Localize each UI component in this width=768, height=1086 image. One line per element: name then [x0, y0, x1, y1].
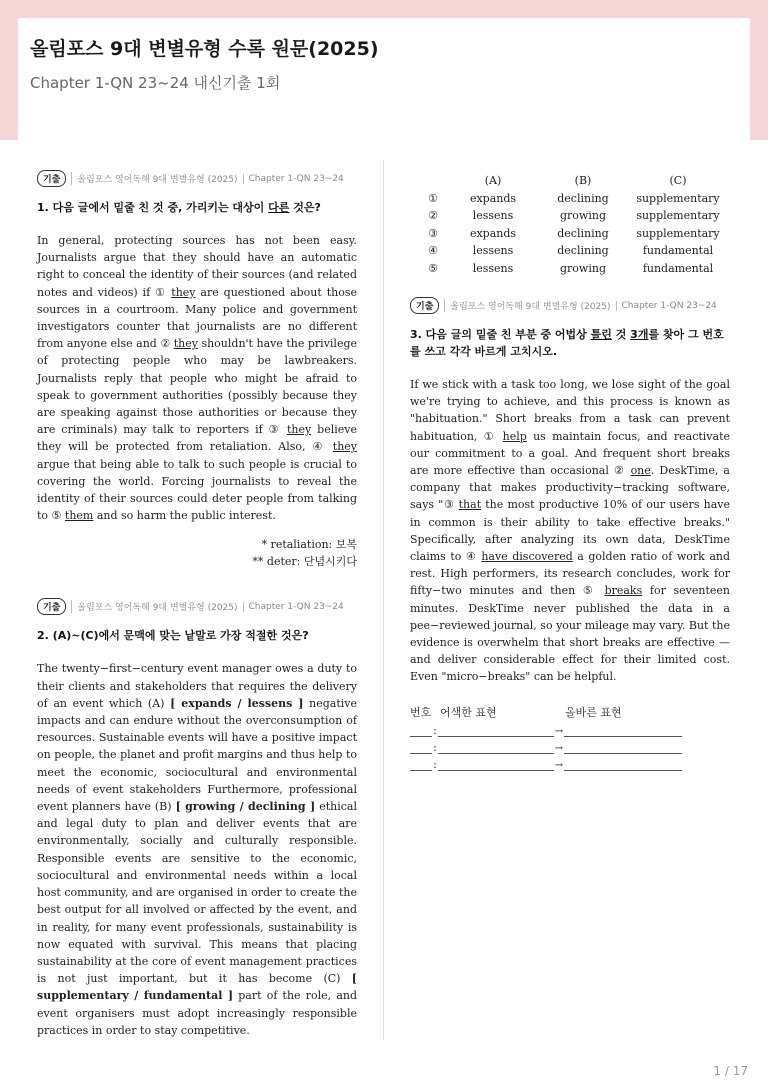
answer-header — [410, 704, 730, 720]
vocab-notes — [37, 536, 357, 570]
option-b: declining — [557, 244, 609, 258]
exam-tag: 기출 — [410, 297, 439, 314]
option-c: fundamental — [642, 244, 714, 258]
answer-row: : → — [410, 720, 730, 737]
question-1-title: 1. 다음 글에서 밑줄 친 것 중, 가리키는 대상이 다른 것은? — [37, 201, 321, 214]
exam-tag: 기출 — [37, 170, 66, 187]
options-header-row — [418, 172, 728, 190]
answer-row: : → — [410, 754, 730, 771]
answer-header-wrong: 어색한 표현 — [440, 705, 497, 719]
chapter-label: Chapter 1-QN 23~24 — [616, 301, 717, 311]
option-b: growing — [560, 209, 606, 223]
page-number: 1 / 17 — [713, 1064, 748, 1078]
document-subtitle: Chapter 1-QN 23~24 내신기출 1회 — [30, 74, 281, 92]
document-title: 올림포스 9대 변별유형 수록 원문(2025) — [30, 38, 379, 60]
option-b: declining — [557, 226, 609, 240]
answer-header-number: 번호 — [410, 705, 432, 719]
option-number: ④ — [428, 244, 438, 258]
left-column — [37, 170, 357, 1039]
option-number: ③ — [428, 226, 438, 240]
chapter-label: Chapter 1-QN 23~24 — [243, 602, 344, 612]
option-row[interactable] — [418, 242, 728, 260]
correct-expression-blank[interactable] — [564, 759, 682, 771]
note-1: * retaliation: 보복 — [261, 538, 357, 552]
exam-tag: 기출 — [37, 598, 66, 615]
option-row[interactable] — [418, 260, 728, 278]
wrong-expression-blank[interactable] — [438, 759, 554, 771]
question-2-passage: The twenty−first−century event manager owes a duty to their clients and stakeholders that requires the delivery of an event which (A) [ expands / lessens ] negative impacts and can endure without the overconsumption of resources. Sustainable events will have a positive impact on people, the planet and profit margins and thus help to meet the economic, sociocultural and environmental needs of event stakeholders Furthermore, professional event planners have (B) [ growing / declining ] ethical and legal duty to plan and deliver events that are environmentally, socially and culturally responsible. Responsible events are sensitive to the economic, sociocultural and environmental needs within a local host community, and are organised in order to create the best output for all involved or affected by the event, and in reality, for many event professionals, sustainability is now equated with survival. This means that placing sustainability at the core of event management practices is not just important, but it has become (C) [ supplementary / fundamental ] part of the role, and event organisers must adopt increasingly responsible practices in order to stay competitive. — [37, 662, 357, 1037]
option-a: lessens — [472, 244, 514, 258]
question-3-title: 3. 다음 글의 밑줄 친 부분 중 어법상 틀린 것 3개를 찾아 그 번호를 쓰고 각각 바르게 고치시오. — [410, 328, 724, 358]
chapter-label: Chapter 1-QN 23~24 — [243, 174, 344, 184]
note-2: ** deter: 단념시키다 — [252, 555, 357, 569]
option-row[interactable] — [418, 190, 728, 208]
question-2-title: 2. (A)~(C)에서 문맥에 맞는 낱말로 가장 적절한 것은? — [37, 629, 309, 643]
column-c-header: (C) — [669, 174, 687, 188]
source-label: 올림포스 영어독해 9대 변별유형 (2025) — [71, 172, 237, 185]
option-a: expands — [469, 226, 517, 240]
question-3-block — [410, 297, 730, 771]
answer-header-right: 올바른 표현 — [565, 705, 622, 719]
question-1-passage: In general, protecting sources has not been easy. Journalists argue that they should have an automatic right to conceal the identity of their sources (and related notes and videos) if ① they are questioned about those sources in a courtroom. Many police and government investigators counter that journalists are no different from anyone else and ② they shouldn't have the privilege of protecting people who may be lawbreakers. Journalists reply that people who might be afraid to speak to government authorities (possibly because they are speaking against those authorities or because they are criminals) may talk to reporters if ③ they believe they will be protected from retaliation. Also, ④ they argue that being able to talk to such people is crucial to covering the world. Forcing journalists to reveal the identity of their sources could deter people from talking to ⑤ them and so harm the public interest. — [37, 234, 358, 523]
number-blank[interactable] — [410, 725, 432, 737]
correct-expression-blank[interactable] — [564, 742, 682, 754]
option-number: ① — [428, 191, 438, 205]
correct-expression-blank[interactable] — [564, 725, 682, 737]
column-a-header: (A) — [484, 174, 502, 188]
option-c: supplementary — [636, 226, 720, 240]
option-a: lessens — [472, 261, 514, 275]
source-label: 올림포스 영어독해 9대 변별유형 (2025) — [71, 600, 237, 613]
option-c: supplementary — [636, 191, 720, 205]
source-label: 올림포스 영어독해 9대 변별유형 (2025) — [444, 299, 610, 312]
arrow-icon: → — [554, 725, 564, 737]
column-divider — [383, 160, 384, 1040]
answer-row: : → — [410, 737, 730, 754]
question-tagline — [37, 598, 357, 615]
option-b: declining — [557, 191, 609, 205]
arrow-icon: → — [554, 759, 564, 771]
wrong-expression-blank[interactable] — [438, 725, 554, 737]
right-column — [410, 172, 730, 771]
question-tagline — [37, 170, 357, 187]
option-b: growing — [560, 261, 606, 275]
column-b-header: (B) — [574, 174, 592, 188]
question-tagline — [410, 297, 730, 314]
option-a: lessens — [472, 209, 514, 223]
number-blank[interactable] — [410, 759, 432, 771]
option-number: ⑤ — [428, 261, 438, 275]
arrow-icon: → — [554, 742, 564, 754]
option-a: expands — [469, 191, 517, 205]
option-number: ② — [428, 209, 438, 223]
question-2-block — [37, 598, 357, 1038]
option-c: fundamental — [642, 261, 714, 275]
question-3-passage: If we stick with a task too long, we lose sight of the goal we're trying to achieve, and this process is known as "habituation." Short breaks from a task can prevent habituation, ① help us maintain focus, and reactivate our commitment to a goal. And frequent short breaks are more effective than occasional ② one. DeskTime, a company that makes productivity−tracking software, says "③ that the most productive 10% of our users have in common is their ability to take effective breaks." Specifically, after analyzing its own data, DeskTime claims to ④ have discovered a golden ratio of work and rest. High performers, its research concludes, work for fifty−two minutes and then ⑤ breaks for seventeen minutes. DeskTime never published the data in a pee−reviewed journal, so your mileage may vary. But the evidence is overwhelm that short breaks are effective — and deliver considerable effect for their limited cost. Even "micro−breaks" can be helpful. — [410, 378, 731, 684]
wrong-expression-blank[interactable] — [438, 742, 554, 754]
option-row[interactable] — [418, 225, 728, 243]
option-row[interactable] — [418, 207, 728, 225]
option-c: supplementary — [636, 209, 720, 223]
number-blank[interactable] — [410, 742, 432, 754]
answer-options-table — [418, 172, 728, 277]
